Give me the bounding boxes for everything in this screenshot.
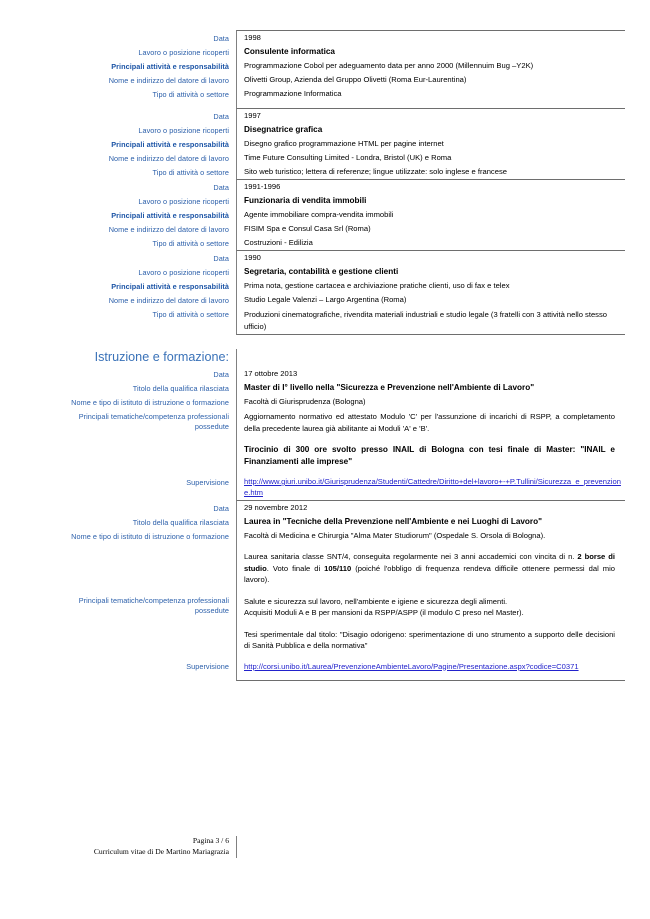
field-row-institute bbox=[25, 529, 625, 543]
separator-spacer bbox=[25, 334, 236, 335]
spacer-label bbox=[25, 543, 236, 546]
spacer-label bbox=[25, 654, 236, 657]
spacer-label bbox=[25, 436, 236, 439]
field-row-data bbox=[25, 180, 625, 194]
label-supervision: Supervisione bbox=[186, 662, 229, 671]
value-data: 1991-1996 bbox=[236, 180, 625, 194]
field-row-data bbox=[25, 251, 625, 265]
label-supervision: Supervisione bbox=[186, 477, 229, 487]
field-row-sector bbox=[25, 307, 625, 334]
label-topics-line2: possedute bbox=[194, 606, 229, 615]
label-position: Lavoro o posizione ricoperti bbox=[138, 125, 229, 135]
education-block bbox=[25, 367, 625, 501]
field-row-degree-detail bbox=[25, 549, 625, 588]
field-row-data bbox=[25, 109, 625, 123]
field-row-employer bbox=[25, 222, 625, 236]
horizontal-rule bbox=[236, 334, 625, 335]
footer-page-number: Pagina 3 / 6 bbox=[192, 836, 229, 845]
label-institute: Nome e tipo di istituto di istruzione o formazione bbox=[71, 397, 229, 407]
spacer-label bbox=[25, 674, 236, 677]
value-supervision bbox=[236, 660, 625, 675]
block-separator bbox=[25, 334, 625, 335]
internship-label-spacer bbox=[25, 442, 236, 445]
value-sector: Produzioni cinematografiche, rivendita materiali industriali e studio legale (3 fratelli con 3 attività nello stesso ufficio) bbox=[236, 307, 625, 334]
value-thesis: Tesi sperimentale dal titolo: "Disagio odorigeno: sperimentazione di uno strumento a supporto delle decisioni di Sanità Pubblica e della normativa" bbox=[236, 627, 625, 654]
field-row-position bbox=[25, 123, 625, 137]
label-sector: Tipo di attività o settore bbox=[152, 89, 229, 99]
field-row-employer bbox=[25, 293, 625, 307]
field-row-employer bbox=[25, 151, 625, 165]
experience-block bbox=[25, 250, 625, 335]
label-topics-line1: Principali tematiche/competenza professionali bbox=[78, 411, 229, 421]
field-row-institute bbox=[25, 395, 625, 409]
value-activities: Programmazione Cobol per adeguamento data per anno 2000 (Millennuim Bug –Y2K) bbox=[236, 59, 625, 73]
education-heading-rule bbox=[236, 349, 625, 367]
spacer-label bbox=[25, 621, 236, 624]
label-sector: Tipo di attività o settore bbox=[152, 167, 229, 177]
value-topics-line2: Acquisiti Moduli A e B per mansioni da RSPP/ASPP (il modulo C preso nel Master). bbox=[244, 608, 524, 617]
field-row-supervision bbox=[25, 660, 625, 675]
footer-text bbox=[25, 836, 236, 858]
value-position: Segretaria, contabilità e gestione clienti bbox=[236, 265, 625, 279]
label-topics-line2: possedute bbox=[194, 421, 229, 431]
label-topics-line1: Principali tematiche/competenza professionali bbox=[78, 596, 229, 605]
value-data: 1990 bbox=[236, 251, 625, 265]
experience-block bbox=[25, 108, 625, 179]
value-institute: Facoltà di Medicina e Chirurgia "Alma Mater Studiorum" (Ospedale S. Orsola di Bologna). bbox=[236, 529, 625, 543]
value-degree-detail bbox=[236, 549, 625, 588]
field-row-sector bbox=[25, 165, 625, 179]
field-row-sector bbox=[25, 87, 625, 101]
field-row-data bbox=[25, 31, 625, 45]
label-position: Lavoro o posizione ricoperti bbox=[138, 196, 229, 206]
field-row-activities bbox=[25, 279, 625, 293]
page-footer bbox=[25, 836, 625, 858]
label-topics bbox=[25, 594, 236, 617]
value-position: Funzionaria di vendita immobili bbox=[236, 194, 625, 208]
degree-detail-c: . Voto finale di bbox=[266, 563, 325, 573]
experience-block bbox=[25, 179, 625, 250]
label-employer: Nome e indirizzo del datore di lavoro bbox=[108, 224, 229, 234]
value-position: Consulente informatica bbox=[236, 45, 625, 59]
label-employer: Nome e indirizzo del datore di lavoro bbox=[108, 153, 229, 163]
value-topics: Aggiornamento normativo ed attestato Modulo 'C' per l'assunzione di incarichi di RSPP, a completamento della precedente laurea già abilitante ai Moduli 'A' e 'B'. bbox=[236, 409, 625, 436]
label-sector: Tipo di attività o settore bbox=[152, 309, 229, 319]
label-data: Data bbox=[213, 182, 229, 192]
field-row-qualification bbox=[25, 515, 625, 529]
label-data: Data bbox=[213, 253, 229, 263]
label-data: Data bbox=[213, 369, 229, 379]
field-row-topics bbox=[25, 409, 625, 436]
field-row-activities bbox=[25, 208, 625, 222]
value-qualification: Master di I° livello nella "Sicurezza e Prevenzione nell'Ambiente di Lavoro" bbox=[236, 381, 625, 395]
field-row-activities bbox=[25, 59, 625, 73]
horizontal-rule bbox=[236, 680, 625, 681]
value-topics bbox=[236, 594, 625, 621]
field-row-qualification bbox=[25, 381, 625, 395]
degree-detail-scholarships: 2 borse di studio bbox=[244, 552, 615, 573]
field-row-position bbox=[25, 194, 625, 208]
value-data: 1997 bbox=[236, 109, 625, 123]
value-data: 17 ottobre 2013 bbox=[236, 367, 625, 381]
field-row-sector bbox=[25, 236, 625, 250]
block-separator bbox=[25, 680, 625, 681]
label-data: Data bbox=[213, 111, 229, 121]
label-activities: Principali attività e responsabilità bbox=[111, 210, 229, 220]
field-row-position bbox=[25, 45, 625, 59]
value-data: 29 novembre 2012 bbox=[236, 501, 625, 515]
education-section-header bbox=[25, 349, 625, 367]
label-activities: Principali attività e responsabilità bbox=[111, 281, 229, 291]
block-gap bbox=[25, 101, 625, 108]
value-data: 1998 bbox=[236, 31, 625, 45]
gap-spacer bbox=[25, 101, 236, 108]
gap-rule bbox=[236, 101, 625, 108]
spacer-label bbox=[25, 469, 236, 472]
thesis-label-spacer bbox=[25, 627, 236, 630]
value-sector: Costruzioni - Edilizia bbox=[236, 236, 625, 250]
label-employer: Nome e indirizzo del datore di lavoro bbox=[108, 295, 229, 305]
label-qualification: Titolo della qualifica rilasciata bbox=[132, 517, 229, 527]
supervision-link[interactable]: http://www.giuri.unibo.it/Giurisprudenza/Studenti/Cattedre/Diritto+del+lavoro+-+P.Tullini/Sicurezza_e_prevenzione.htm bbox=[244, 477, 621, 497]
value-sector: Programmazione Informatica bbox=[236, 87, 625, 101]
separator-spacer bbox=[25, 680, 236, 681]
label-sector: Tipo di attività o settore bbox=[152, 238, 229, 248]
value-employer: Olivetti Group, Azienda del Gruppo Olivetti (Roma Eur-Laurentina) bbox=[236, 73, 625, 87]
field-row-activities bbox=[25, 137, 625, 151]
degree-detail-e: (poiché l'obbligo di frequenza rendeva difficile ottenere permessi dal mio lavoro). bbox=[244, 563, 615, 584]
label-institute: Nome e tipo di istituto di istruzione o formazione bbox=[71, 531, 229, 541]
field-row-employer bbox=[25, 73, 625, 87]
supervision-link[interactable]: http://corsi.unibo.it/Laurea/PrevenzioneAmbienteLavoro/Pagine/Presentazione.aspx?codice=C0371 bbox=[244, 661, 579, 671]
field-row-thesis bbox=[25, 627, 625, 654]
value-sector: Sito web turistico; lettera di referenze; lingue utilizzate: solo inglese e francese bbox=[236, 165, 625, 179]
value-employer: FISIM Spa e Consul Casa Srl (Roma) bbox=[236, 222, 625, 236]
label-position: Lavoro o posizione ricoperti bbox=[138, 267, 229, 277]
footer-subject: Curriculum vitae di De Martino Mariagrazia bbox=[93, 846, 229, 856]
value-internship: Tirocinio di 300 ore svolto presso INAIL di Bologna con tesi finale di Master: "INAIL e Finanziamenti alle imprese" bbox=[236, 442, 625, 469]
education-block bbox=[25, 501, 625, 681]
field-row-data bbox=[25, 501, 625, 515]
value-activities: Prima nota, gestione cartacea e archiviazione pratiche clienti, uso di fax e telex bbox=[236, 279, 625, 293]
label-position: Lavoro o posizione ricoperti bbox=[138, 47, 229, 57]
value-position: Disegnatrice grafica bbox=[236, 123, 625, 137]
degree-detail-label-spacer bbox=[25, 549, 236, 552]
value-qualification: Laurea in "Tecniche della Prevenzione nell'Ambiente e nei Luoghi di Lavoro" bbox=[236, 515, 625, 529]
label-activities: Principali attività e responsabilità bbox=[111, 139, 229, 149]
education-heading: Istruzione e formazione: bbox=[94, 350, 229, 364]
value-employer: Studio Legale Valenzi – Largo Argentina (Roma) bbox=[236, 293, 625, 307]
footer-rule bbox=[236, 836, 625, 858]
label-data: Data bbox=[213, 503, 229, 513]
experience-block bbox=[25, 30, 625, 108]
spacer-label bbox=[25, 588, 236, 591]
label-employer: Nome e indirizzo del datore di lavoro bbox=[108, 75, 229, 85]
label-qualification: Titolo della qualifica rilasciata bbox=[132, 383, 229, 393]
value-activities: Disegno grafico programmazione HTML per pagine internet bbox=[236, 137, 625, 151]
label-topics bbox=[25, 409, 236, 432]
value-supervision bbox=[236, 475, 625, 500]
value-activities: Agente immobiliare compra-vendita immobili bbox=[236, 208, 625, 222]
label-activities: Principali attività e responsabilità bbox=[111, 61, 229, 71]
value-topics-line1: Salute e sicurezza sul lavoro, nell'ambiente e igiene e sicurezza degli alimenti. bbox=[244, 596, 508, 606]
field-row-supervision bbox=[25, 475, 625, 500]
field-row-internship bbox=[25, 442, 625, 469]
field-row-topics bbox=[25, 594, 625, 621]
field-row-position bbox=[25, 265, 625, 279]
degree-detail-grade: 105/110 bbox=[324, 563, 352, 573]
degree-detail-a: Laurea sanitaria classe SNT/4, conseguita regolarmente nei 3 anni accademici con vincita di n. bbox=[244, 552, 578, 561]
label-data: Data bbox=[213, 33, 229, 43]
field-row-data bbox=[25, 367, 625, 381]
value-institute: Facoltà di Giurisprudenza (Bologna) bbox=[236, 395, 625, 409]
value-employer: Time Future Consulting Limited - Londra, Bristol (UK) e Roma bbox=[236, 151, 625, 165]
